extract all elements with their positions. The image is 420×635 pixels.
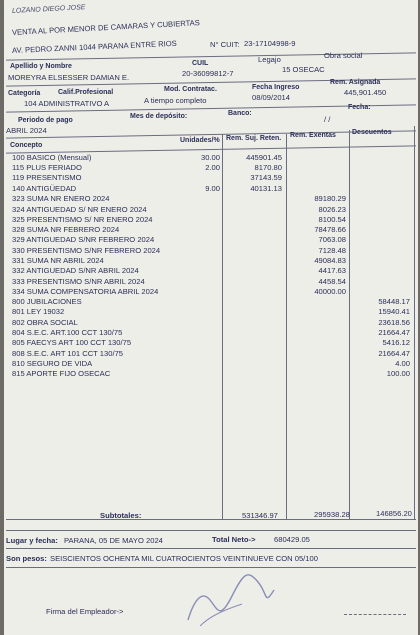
row-rem_exentas: 40000.00 — [314, 287, 346, 296]
row-concepto: 801 LEY 19032 — [12, 307, 65, 317]
categoria-value: 104 ADMINISTRATIVO A — [24, 99, 110, 108]
row-concepto: 119 PRESENTISMO — [12, 173, 82, 183]
col-concepto: Concepto — [10, 142, 43, 149]
subtotal-rem-exentas: 295938.28 — [314, 510, 350, 519]
stamp-line: LOZANO DIEGO JOSE — [11, 4, 86, 15]
fecha-value: / / — [324, 115, 331, 124]
row-descuentos: 58448.17 — [378, 297, 410, 306]
column-separator — [349, 130, 350, 519]
row-concepto: 808 S.E.C. ART 101 CCT 130/75 — [12, 348, 124, 358]
row-descuentos: 4.00 — [395, 359, 410, 368]
row-concepto: 324 ANTIGUEDAD S/ NR ENERO 2024 — [12, 204, 147, 214]
cuit-value: 23-17104998-9 — [244, 39, 296, 48]
total-neto-label: Total Neto-> — [212, 535, 256, 544]
row-descuentos: 21664.47 — [378, 328, 410, 338]
son-pesos-value: SEISCIENTOS OCHENTA MIL CUATROCIENTOS VEINTINUEVE CON 05/100 — [50, 554, 318, 563]
row-rem_suj: 8170.80 — [254, 163, 282, 173]
row-concepto: 802 OBRA SOCIAL — [12, 317, 78, 327]
row-concepto: 334 SUMA COMPENSATORIA ABRIL 2024 — [12, 287, 159, 296]
row-descuentos: 100.00 — [386, 369, 410, 379]
ingreso-label: Fecha Ingreso — [252, 84, 300, 91]
row-concepto: 325 PRESENTISMO S/ NR ENERO 2024 — [12, 214, 153, 224]
signature-line — [344, 614, 406, 615]
calif-label: Calif.Profesional — [58, 89, 114, 96]
employer-signature — [180, 560, 280, 632]
row-rem_exentas: 7128.48 — [318, 245, 346, 255]
lugar-label: Lugar y fecha: — [6, 536, 58, 545]
row-rem_exentas: 8026.23 — [318, 204, 346, 214]
row-rem_suj: 445901.45 — [246, 153, 282, 162]
row-concepto: 115 PLUS FERIADO — [12, 163, 82, 173]
obra-social-label: Obra social — [324, 51, 363, 60]
row-concepto: 323 SUMA NR ENERO 2024 — [12, 194, 110, 204]
legajo-value: 15 OSECAC — [282, 65, 325, 74]
modcontrat-label: Mod. Contratac. — [164, 86, 217, 93]
row-concepto: 140 ANTIGÜEDAD — [12, 183, 77, 193]
periodo-label: Periodo de pago — [18, 117, 73, 124]
row-descuentos: 21664.47 — [378, 348, 410, 358]
row-rem_exentas: 49084.83 — [314, 255, 346, 265]
divider — [6, 530, 416, 531]
rem-asignada-label: Rem. Asignada — [330, 79, 381, 86]
subtotales-label: Subtotales: — [100, 511, 142, 520]
row-rem_suj: 37143.59 — [250, 173, 282, 183]
name-value: MOREYRA ELSESSER DAMIAN E. — [8, 73, 130, 82]
row-concepto: 328 SUMA NR FEBRERO 2024 — [12, 225, 120, 234]
col-descuentos: Descuentos — [352, 129, 392, 136]
name-label: Apellido y Nombre — [10, 63, 72, 70]
col-rem-exentas: Rem. Exentas — [290, 132, 336, 139]
row-rem_suj: 40131.13 — [250, 183, 282, 193]
row-concepto: 100 BASICO (Mensual) — [12, 153, 92, 162]
column-separator — [222, 134, 223, 519]
row-concepto: 330 PRESENTISMO S/NR FEBRERO 2024 — [12, 245, 161, 255]
row-concepto: 329 ANTIGUEDAD S/NR FEBRERO 2024 — [12, 235, 155, 245]
company-activity: VENTA AL POR MENOR DE CAMARAS Y CUBIERTAS — [11, 18, 201, 37]
total-neto-value: 680429.05 — [274, 535, 310, 544]
row-concepto: 805 FAECYS ART 100 CCT 130/75 — [12, 338, 132, 348]
company-address: AV. PEDRO ZANNI 1044 PARANA ENTRE RIOS — [11, 38, 177, 55]
row-unidades: 2.00 — [205, 163, 220, 173]
rem-asignada-value: 445,901.450 — [344, 88, 387, 97]
col-unidades: Unidades/% — [180, 137, 220, 144]
lugar-value: PARANA, 05 DE MAYO 2024 — [64, 536, 163, 545]
column-separator — [286, 134, 287, 519]
periodo-value: ABRIL 2024 — [6, 126, 47, 135]
row-rem_exentas: 78478.66 — [314, 225, 346, 234]
row-rem_exentas: 8100.54 — [318, 214, 346, 224]
payslip-sheet — [4, 0, 418, 635]
banco-label: Banco: — [228, 110, 252, 117]
row-concepto: 332 ANTIGUEDAD S/NR ABRIL 2024 — [12, 266, 139, 276]
divider — [6, 548, 416, 549]
fecha-label: Fecha: — [348, 104, 371, 111]
col-rem-suj: Rem. Suj. Reten. — [226, 135, 282, 142]
row-unidades: 9.00 — [205, 183, 220, 193]
firma-label: Firma del Empleador-> — [46, 607, 124, 616]
modcontrat-value: A tiempo completo — [144, 96, 207, 105]
row-descuentos: 15940.41 — [378, 307, 410, 317]
column-separator — [414, 126, 415, 519]
row-rem_exentas: 4458.54 — [318, 276, 346, 286]
row-rem_exentas: 89180.29 — [314, 194, 346, 204]
row-concepto: 810 SEGURO DE VIDA — [12, 359, 93, 368]
cuit-label: N° CUIT: — [210, 40, 240, 49]
row-rem_exentas: 7063.08 — [318, 235, 346, 245]
cuil-label: CUIL — [192, 60, 209, 67]
row-descuentos: 5416.12 — [382, 338, 410, 348]
cuil-value: 20-36099812-7 — [182, 69, 234, 78]
divider — [6, 519, 416, 520]
row-concepto: 804 S.E.C. ART.100 CCT 130/75 — [12, 328, 123, 338]
row-concepto: 331 SUMA NR ABRIL 2024 — [12, 255, 104, 265]
row-rem_exentas: 4417.63 — [318, 266, 346, 276]
row-concepto: 815 APORTE FIJO OSECAC — [12, 369, 111, 379]
row-concepto: 333 PRESENTISMO S/NR ABRIL 2024 — [12, 276, 145, 286]
ingreso-value: 08/09/2014 — [252, 93, 291, 102]
subtotal-descuentos: 146856.20 — [376, 509, 412, 518]
subtotal-rem-suj: 531346.97 — [242, 511, 278, 520]
legajo-label: Legajo — [258, 55, 281, 64]
row-concepto: 800 JUBILACIONES — [12, 297, 82, 306]
categoria-label: Categoría — [8, 90, 41, 97]
deposito-label: Mes de depósito: — [130, 113, 188, 120]
son-pesos-label: Son pesos: — [6, 554, 47, 563]
row-descuentos: 23618.56 — [378, 317, 410, 327]
row-unidades: 30.00 — [200, 153, 220, 162]
